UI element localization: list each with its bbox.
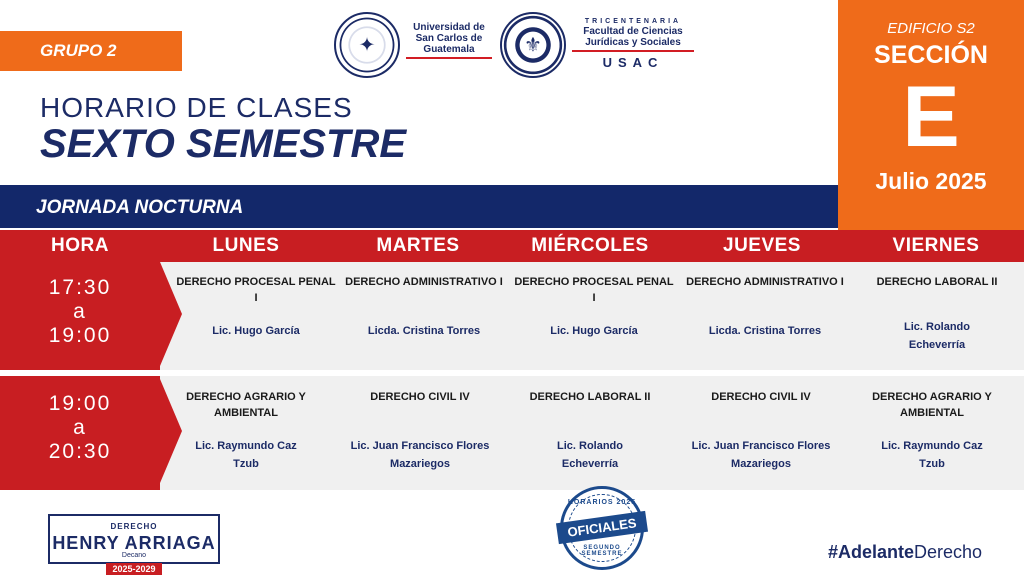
section-letter: E [902, 69, 960, 165]
class-cell-viernes-1 [855, 270, 1019, 354]
professor-name: Lic. Hugo García [212, 325, 300, 337]
faculty-name-line2: Jurídicas y Sociales [585, 37, 681, 48]
professor-name: Lic. Raymundo Caz Tzub [195, 440, 297, 470]
course-name: DERECHO PROCESAL PENAL I [514, 276, 674, 304]
faculty-top-label: TRICENTENARIA [584, 18, 682, 25]
dean-logo [48, 514, 220, 574]
professor-name: Lic. Juan Francisco Flores Mazariegos [691, 440, 831, 470]
hashtag-rest: Derecho [914, 542, 983, 562]
course-name: DERECHO CIVIL IV [711, 391, 811, 403]
class-cell-martes-1 [342, 270, 506, 340]
header-martes: MARTES [376, 235, 460, 256]
title-line1: HORARIO DE CLASES [40, 92, 353, 123]
time-separator: a [73, 416, 87, 439]
time-end: 20:30 [48, 440, 112, 463]
schedule-header [0, 230, 1024, 262]
usac-seal-icon: ✦ [334, 12, 400, 78]
class-cell-martes-2 [338, 385, 502, 473]
professor-name: Lic. Rolando Echeverría [557, 440, 623, 470]
stamp-bottom-text: SEGUNDO SEMESTRE [581, 545, 623, 557]
page-title [40, 92, 406, 167]
course-name: DERECHO CIVIL IV [370, 391, 470, 403]
university-name [406, 22, 492, 59]
hashtag-bold: #Adelante [828, 542, 915, 562]
course-name: DERECHO ADMINISTRATIVO I [345, 276, 503, 288]
jornada-banner [0, 185, 838, 228]
class-cell-jueves-1 [683, 270, 847, 340]
header-hora: HORA [51, 235, 109, 256]
faculty-acronym: USAC [602, 55, 664, 70]
course-name: DERECHO LABORAL II [876, 276, 998, 288]
title-line2: SEXTO SEMESTRE [40, 122, 407, 166]
professor-name: Licda. Cristina Torres [367, 325, 481, 337]
group-badge [0, 31, 182, 71]
header-jueves: JUEVES [723, 235, 801, 256]
class-cell-jueves-2 [679, 385, 843, 473]
dean-title: Decano [121, 552, 147, 559]
hashtag [828, 542, 982, 563]
class-cell-miercoles-2 [508, 385, 672, 473]
header-viernes: VIERNES [892, 235, 980, 256]
university-name-line1: Universidad de [413, 22, 485, 33]
professor-name: Lic. Hugo García [550, 325, 638, 337]
header-lunes: LUNES [212, 235, 280, 256]
official-stamp [560, 486, 644, 570]
university-logos [334, 12, 694, 78]
class-cell-lunes-2 [164, 385, 328, 473]
faculty-name-line1: Facultad de Ciencias [583, 26, 683, 37]
time-separator: a [73, 300, 87, 323]
course-name: DERECHO AGRARIO Y AMBIENTAL [872, 391, 992, 419]
jornada-label: JORNADA NOCTURNA [36, 197, 244, 218]
time-end: 19:00 [48, 324, 112, 347]
professor-name: Lic. Juan Francisco Flores Mazariegos [350, 440, 490, 470]
course-name: DERECHO AGRARIO Y AMBIENTAL [186, 391, 306, 419]
stamp-top-text: HORARIOS 2025 [567, 499, 637, 506]
course-name: DERECHO PROCESAL PENAL I [176, 276, 336, 304]
professor-name: Lic. Raymundo Caz Tzub [881, 440, 983, 470]
faculty-seal-icon: ⚜ [500, 12, 566, 78]
time-slot-1 [0, 262, 160, 370]
header-miercoles: MIÉRCOLES [531, 235, 649, 256]
building-label: EDIFICIO S2 [887, 20, 975, 37]
dean-logo-top: DERECHO [106, 522, 161, 531]
course-name: DERECHO ADMINISTRATIVO I [686, 276, 844, 288]
section-label: SECCIÓN [874, 41, 988, 69]
professor-name: Licda. Cristina Torres [708, 325, 822, 337]
class-cell-viernes-2 [850, 385, 1014, 473]
time-slot-2 [0, 376, 160, 490]
stamp-main-text: OFICIALES [556, 511, 648, 544]
university-name-line3: Guatemala [423, 44, 475, 55]
time-start: 19:00 [48, 392, 112, 415]
class-cell-miercoles-1 [512, 270, 676, 340]
period-label: Julio 2025 [875, 168, 987, 194]
professor-name: Lic. Rolando Echeverría [904, 321, 970, 351]
group-label: GRUPO 2 [40, 41, 117, 60]
class-cell-lunes-1 [174, 270, 338, 340]
university-name-line2: San Carlos de [415, 33, 483, 44]
time-start: 17:30 [48, 276, 112, 299]
faculty-name [572, 18, 694, 70]
dean-years: 2025-2029 [106, 563, 161, 575]
section-panel [838, 0, 1024, 230]
dean-name: HENRY ARRIAGA [52, 533, 216, 553]
course-name: DERECHO LABORAL II [529, 391, 651, 403]
faculty-name-text [572, 26, 694, 52]
